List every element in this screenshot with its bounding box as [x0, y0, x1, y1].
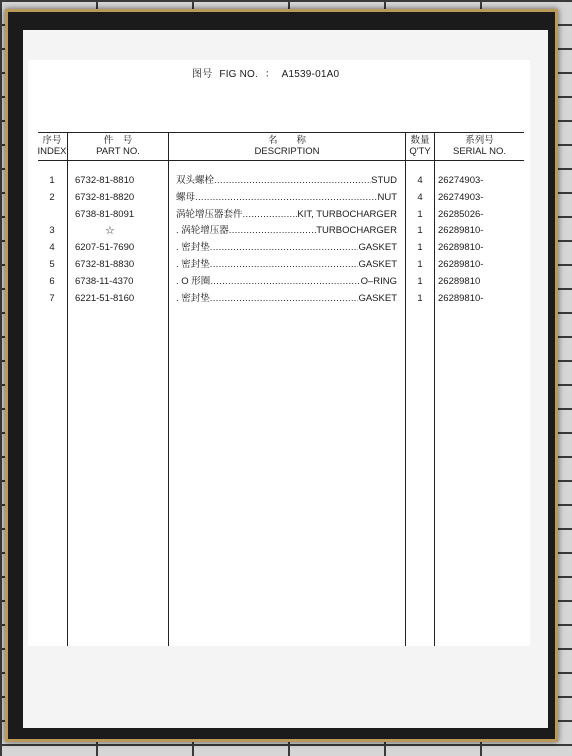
header-serial-cn: 系列号	[465, 135, 494, 146]
leader-dots	[243, 207, 298, 223]
row-serial: 26289810-	[438, 225, 484, 237]
header-part-no	[68, 136, 168, 157]
row-index: 7	[49, 292, 55, 304]
row-serial: 26289810-	[438, 259, 484, 270]
row-part-no: 6738-11-4370	[75, 275, 134, 287]
row-part-no: 6732-81-8810	[75, 175, 135, 186]
row-qty: 4	[417, 191, 423, 203]
table-row	[28, 240, 530, 256]
row-qty: 1	[417, 208, 423, 220]
row-desc-cn: . 密封垫	[176, 292, 210, 304]
row-serial: 26289810	[438, 275, 481, 287]
table-row	[28, 190, 530, 206]
fig-label-cn: 图号	[192, 69, 213, 80]
header-qty-en: Q'TY	[409, 145, 431, 157]
table-row	[28, 173, 530, 189]
figure-number-line	[192, 65, 343, 80]
leader-dots	[214, 173, 371, 189]
header-desc-en: DESCRIPTION	[254, 145, 320, 157]
row-qty: 1	[417, 242, 423, 254]
row-description	[176, 291, 397, 307]
row-serial: 26289810-	[438, 242, 484, 254]
parts-list-sheet	[28, 60, 530, 646]
row-index: 5	[49, 259, 55, 270]
row-desc-en: NUT	[377, 191, 397, 203]
header-serial-en: SERIAL NO.	[453, 145, 506, 157]
fig-separator: ：	[265, 69, 276, 80]
row-index: 6	[49, 275, 55, 287]
row-description	[176, 240, 397, 256]
leader-dots	[229, 223, 316, 239]
leader-dots	[195, 190, 377, 206]
row-serial: 26285026-	[438, 208, 484, 220]
leader-dots	[210, 257, 359, 273]
header-part-en: PART NO.	[96, 145, 140, 157]
fig-number: A1539-01A0	[281, 69, 340, 80]
row-qty: 4	[417, 175, 423, 186]
header-qty	[405, 136, 435, 157]
header-index-en: INDEX	[37, 145, 67, 157]
header-qty-cn: 数量	[410, 135, 430, 146]
header-serial	[435, 136, 524, 157]
row-description	[176, 190, 397, 206]
row-serial: 26289810-	[438, 292, 484, 304]
row-desc-cn: . 涡轮增压器	[176, 225, 229, 237]
table-header-rule	[38, 160, 524, 161]
row-serial: 26274903-	[438, 175, 484, 186]
row-index: 2	[49, 191, 55, 203]
row-desc-cn: 螺母	[176, 191, 196, 203]
row-desc-cn: 双头螺栓	[176, 175, 215, 186]
leader-dots	[210, 240, 359, 256]
row-qty: 1	[417, 292, 423, 304]
row-index: 3	[49, 225, 55, 237]
row-part-no: 6738-81-8091	[75, 208, 135, 220]
row-desc-cn: 涡轮增压器套件	[176, 208, 243, 220]
row-desc-cn: . 密封垫	[176, 259, 210, 270]
table-row	[28, 291, 530, 307]
row-description	[176, 257, 397, 273]
row-part-no-star-icon: ☆	[105, 225, 115, 238]
table-row	[28, 207, 530, 223]
row-part-no: 6732-81-8820	[75, 191, 135, 203]
table-row	[28, 257, 530, 273]
leader-dots	[210, 291, 359, 307]
row-part-no: 6221-51-8160	[75, 292, 135, 304]
table-row	[28, 223, 530, 239]
row-description	[176, 173, 397, 189]
leader-dots	[210, 274, 360, 290]
header-index-cn: 序号	[42, 135, 62, 146]
row-description	[176, 207, 397, 223]
row-desc-en: KIT, TURBOCHARGER	[297, 208, 397, 220]
table-row	[28, 274, 530, 290]
row-index: 4	[49, 242, 55, 254]
header-desc-cn: 名 称	[267, 135, 306, 146]
row-desc-en: GASKET	[358, 259, 397, 270]
row-desc-en: GASKET	[358, 292, 397, 304]
row-description	[176, 223, 397, 239]
row-qty: 1	[417, 275, 423, 287]
row-description	[176, 274, 397, 290]
header-description	[169, 136, 405, 157]
row-serial: 26274903-	[438, 191, 484, 203]
row-qty: 1	[417, 259, 423, 270]
header-index	[36, 136, 68, 157]
header-part-cn: 件 号	[103, 135, 133, 146]
row-part-no: 6732-81-8830	[75, 259, 135, 270]
row-qty: 1	[417, 225, 423, 237]
row-index: 1	[49, 175, 55, 186]
row-part-no: 6207-51-7690	[75, 242, 135, 254]
table-top-rule	[38, 132, 524, 133]
fig-label-en: FIG NO.	[219, 69, 259, 80]
row-desc-cn: . O 形圈	[176, 275, 211, 287]
row-desc-en: GASKET	[358, 242, 397, 254]
row-desc-cn: . 密封垫	[176, 242, 210, 254]
row-desc-en: O–RING	[360, 275, 397, 287]
row-desc-en: TURBOCHARGER	[316, 225, 397, 237]
row-desc-en: STUD	[371, 175, 397, 186]
